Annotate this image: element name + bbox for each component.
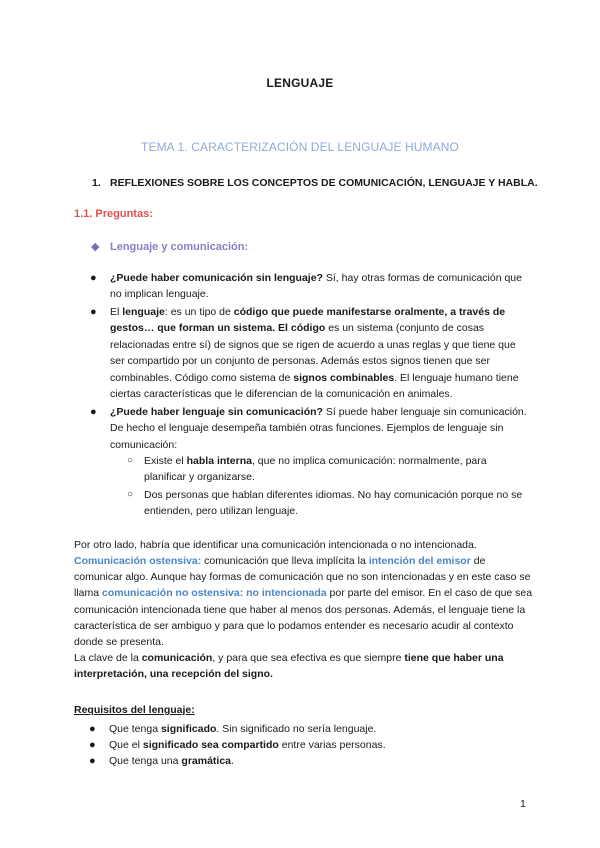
bullet-item [90, 304, 530, 402]
bullet-icon: ● [89, 755, 96, 767]
requisito-item [89, 737, 386, 753]
sub-bullet-item [127, 487, 529, 520]
requisito-text: . Sin significado no sería lenguaje. [216, 723, 377, 735]
bullet-bold: lenguaje [122, 306, 165, 318]
bullet-question: ¿Puede haber lenguaje sin comunicación? [110, 406, 323, 418]
tema-heading: TEMA 1. CARACTERIZACIÓN DEL LENGUAJE HUMANO [141, 140, 459, 154]
bullet-question: ¿Puede haber comunicación sin lenguaje? [110, 272, 323, 284]
bullet-icon: ● [90, 306, 97, 318]
requisitos-heading: Requisitos del lenguaje: [74, 704, 195, 716]
paragraph-text: por parte del emisor. En el caso de que sea comunicación intencionada tiene que haber al menos dos personas. Además, el lenguaje tiene la característica de ser ambiguo y para que lo podamos entender es necesario acudir al contexto donde se presenta. [74, 587, 533, 649]
bullet-icon: ● [89, 739, 96, 751]
bullet-bold: código que puede manifestarse oralmente, a través de gestos… que forman un sistema. El código [110, 306, 506, 335]
bullet-icon: ● [90, 272, 97, 284]
sub-bullet-text: Existe el [144, 455, 187, 467]
requisito-item [89, 753, 234, 769]
diamond-bullet-icon: ◆ [91, 241, 100, 253]
sub-bullet-text: , que no implica comunicación: normalmente, para planificar y organizarse. [144, 455, 487, 484]
paragraph-text: de comunicar algo. Aunque hay formas de comunicación que no son intencionadas y en este caso se llama [74, 555, 531, 600]
bullet-bold: signos combinables [293, 371, 395, 384]
circle-bullet-icon: ○ [127, 489, 134, 500]
bullet-icon: ● [90, 406, 97, 418]
highlight-term: Comunicación ostensiva: [74, 555, 202, 567]
bullet-text: El [110, 306, 123, 318]
bullet-text: Sí, hay otras formas de comunicación que no implican lenguaje. [110, 272, 522, 301]
bullet-text: Sí puede haber lenguaje sin comunicación. De hecho el lenguaje desempeña también otras funciones. Ejemplos de lenguaje sin comunicación: [110, 406, 527, 451]
requisito-text: . [231, 755, 234, 767]
bullet-item [90, 404, 530, 453]
topic-heading [91, 240, 248, 253]
section-number: 1. [92, 177, 101, 189]
paragraph [74, 650, 534, 682]
paragraph-line: Por otro lado, habría que identificar una comunicación intencionada o no intencionada. [74, 539, 477, 551]
bullet-icon: ● [89, 723, 96, 735]
section-title: REFLEXIONES SOBRE LOS CONCEPTOS DE COMUNICACIÓN, LENGUAJE Y HABLA. [110, 177, 538, 189]
highlight-term: intención del emisor [368, 555, 471, 567]
bullet-text: . El lenguaje humano tiene ciertas características que le diferencian de la comunicación en animales. [110, 371, 519, 401]
section-heading [92, 177, 538, 189]
topic-title: Lenguaje y comunicación: [110, 241, 249, 253]
sub-bullet-item [127, 453, 529, 486]
requisito-bold: significado [160, 723, 217, 735]
paragraph-bold: comunicación [141, 652, 213, 664]
highlight-term: comunicación no ostensiva: no intencionada [102, 587, 327, 600]
paragraph-bold: tiene que haber una interpretación, una recepción del signo. [74, 652, 504, 681]
bullet-text: : es un tipo de [164, 306, 234, 318]
paragraph-text: La clave de la [74, 652, 142, 664]
bullet-text: es un sistema (conjunto de cosas relacionadas entre sí) de signos que se rigen de acuerdo a unas reglas y que tiene que ser compartido por un conjunto de personas. Además estos signos tienen que ser combinables. Código como sistema de [110, 322, 516, 384]
requisito-item [89, 721, 377, 737]
requisito-bold: gramática [181, 755, 232, 767]
sub-bullet-bold: habla interna [186, 455, 252, 467]
document-title: LENGUAJE [266, 76, 334, 90]
requisito-text: Que tenga [109, 723, 161, 735]
bullet-item [90, 270, 530, 303]
requisito-bold: significado sea compartido [142, 739, 279, 751]
paragraph-text: , y para que sea efectiva es que siempre [212, 652, 405, 664]
page-number: 1 [520, 798, 526, 810]
paragraph-text: comunicación que lleva implícita la [201, 555, 369, 567]
paragraph [74, 553, 534, 650]
requisito-text: Que el [109, 739, 143, 751]
sub-bullet-text: Dos personas que hablan diferentes idiomas. No hay comunicación porque no se entienden, pero utilizan lenguaje. [144, 489, 523, 518]
requisito-text: entre varias personas. [278, 739, 386, 751]
subsection-heading: 1.1. Preguntas: [74, 208, 153, 220]
requisito-text: Que tenga una [109, 755, 182, 767]
circle-bullet-icon: ○ [127, 455, 134, 466]
